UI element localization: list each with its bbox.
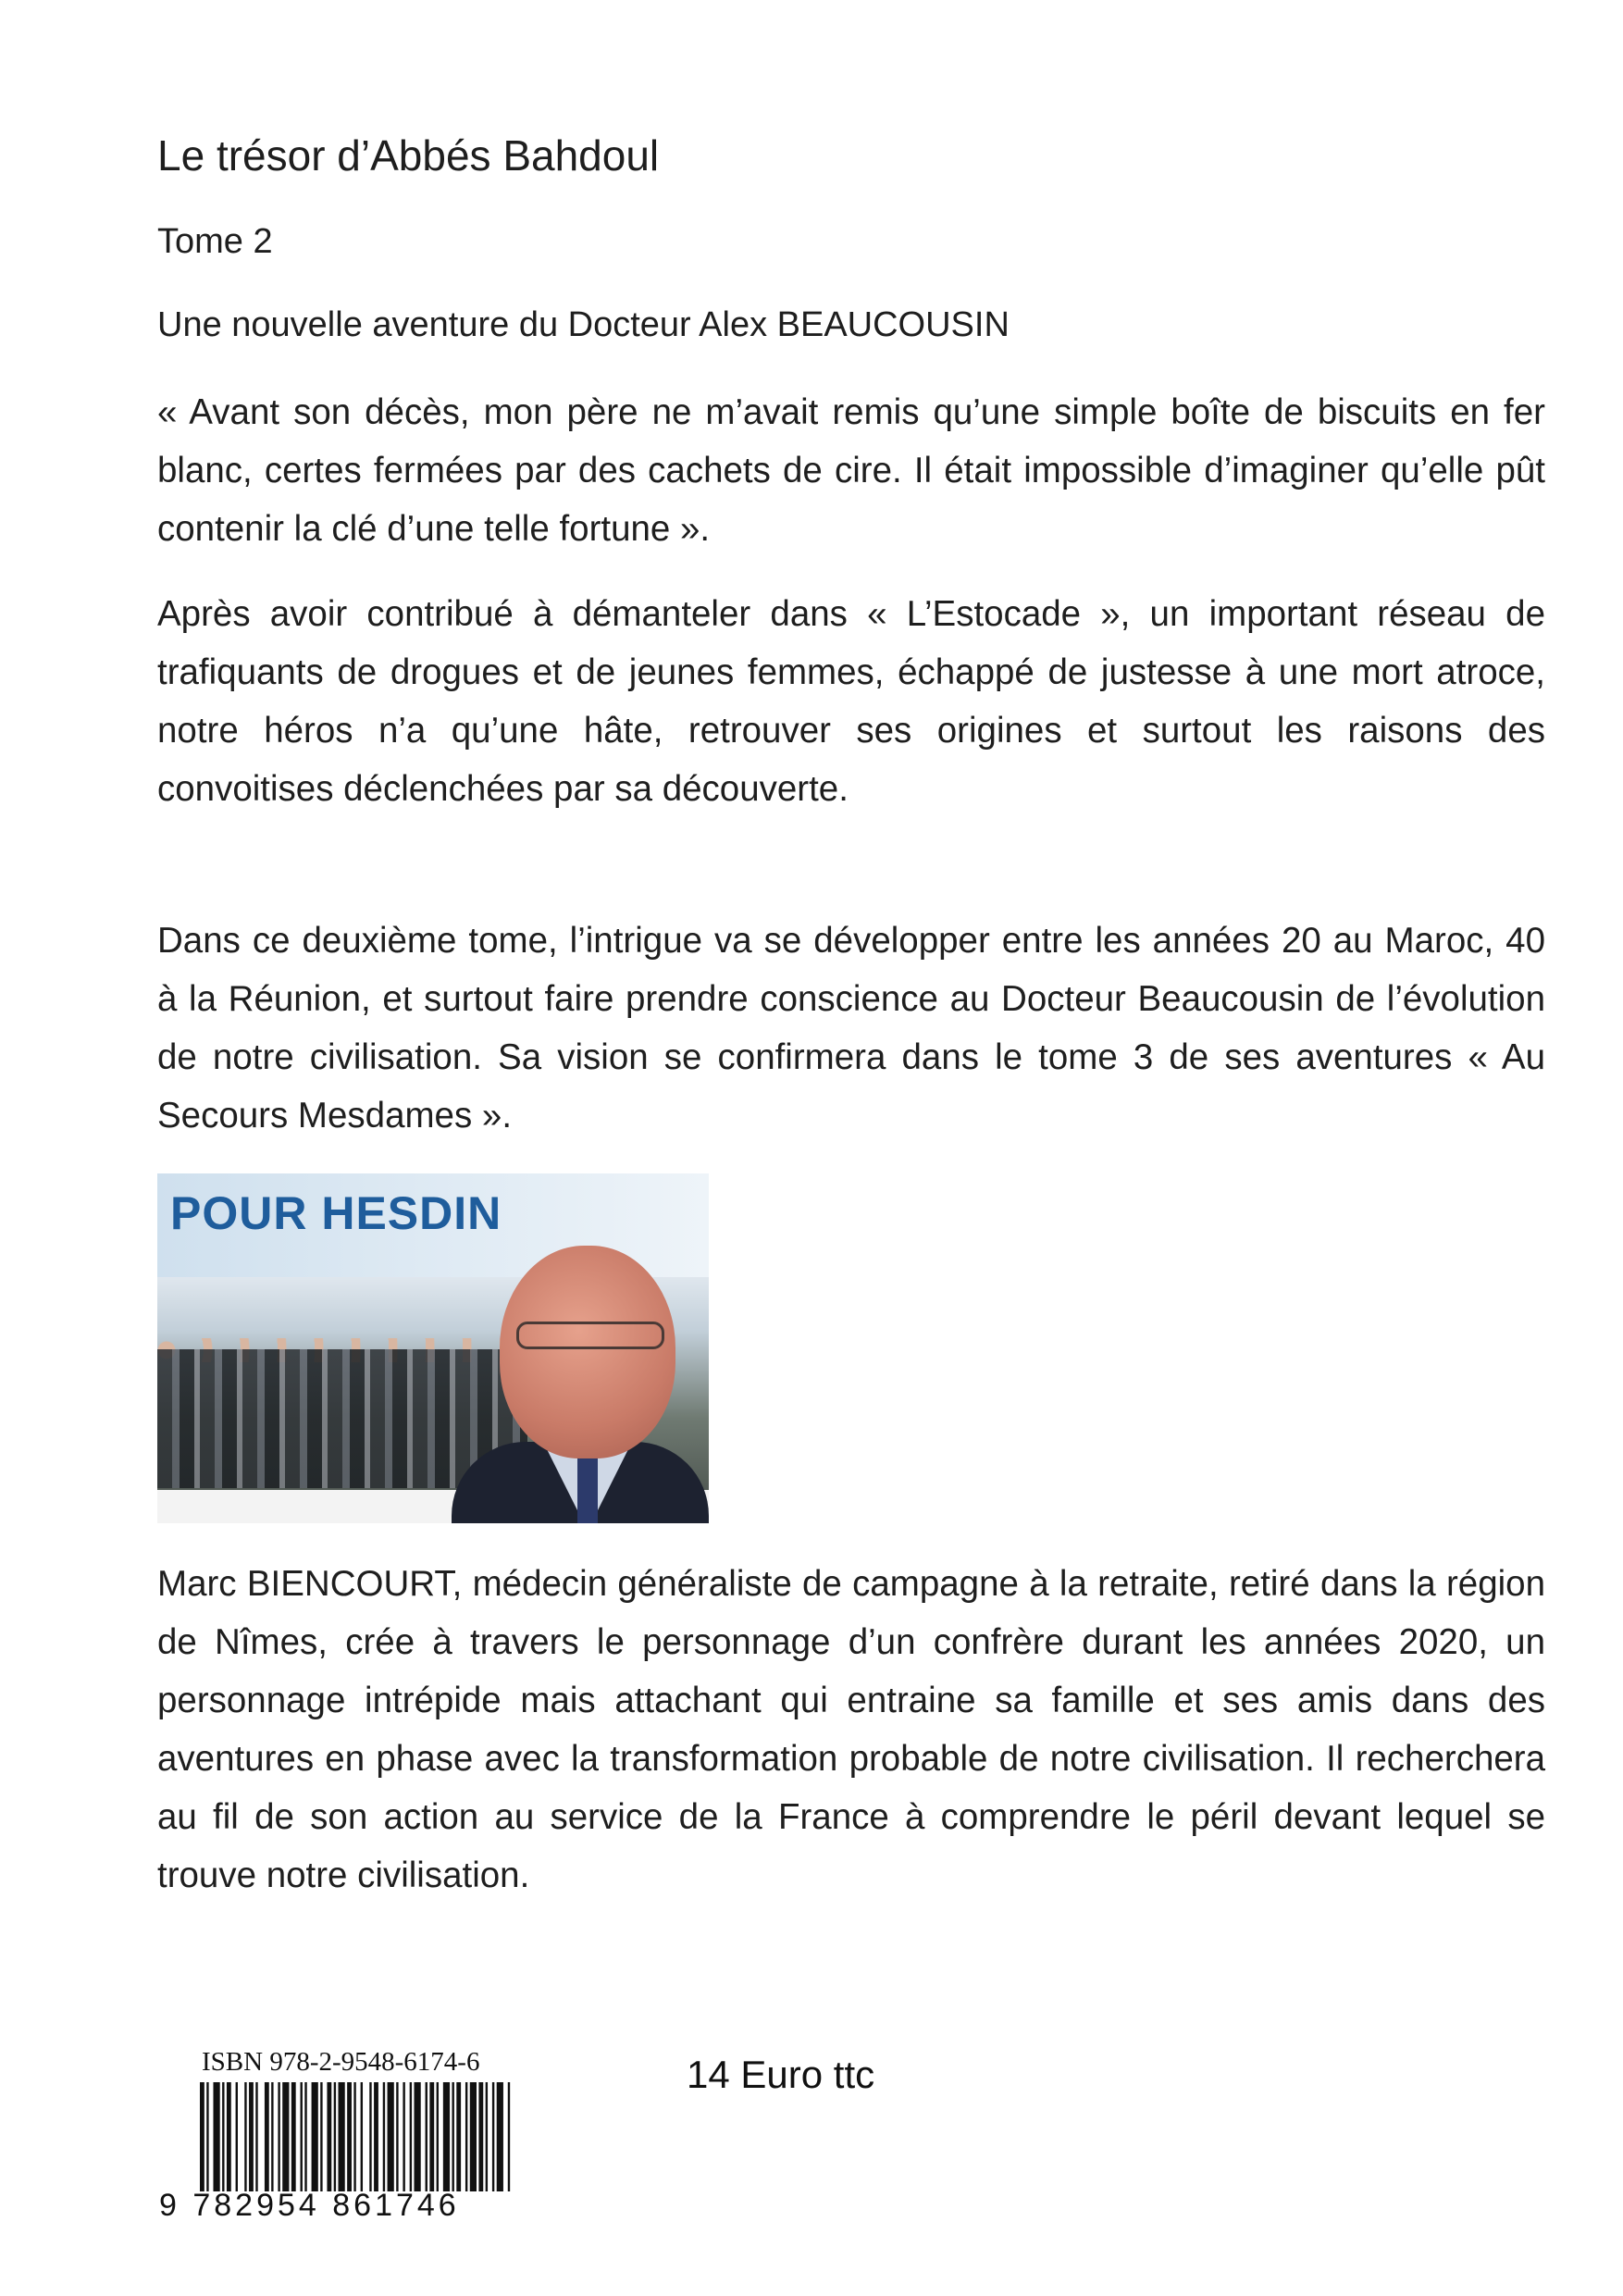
barcode-bar <box>443 2082 450 2191</box>
barcode-bar <box>320 2082 322 2191</box>
barcode-bar <box>227 2082 231 2191</box>
barcode-bar <box>213 2082 219 2191</box>
barcode-bar <box>492 2082 494 2191</box>
photo-author-glasses <box>516 1322 664 1349</box>
barcode-bar <box>327 2082 331 2191</box>
barcode-bar <box>452 2082 453 2191</box>
isbn-label: ISBN 978-2-9548-6174-6 <box>202 2047 480 2077</box>
barcode-bar <box>396 2082 398 2191</box>
barcode-bar <box>470 2082 477 2191</box>
summary-paragraph: Après avoir contribué à démanteler dans « L’Estocade », un important réseau de trafiquants de drogues et de jeunes femmes, échappé de justesse à une mort atroce, notre héros n’a qu’une hâte, retrouver ses origines et surtout les raisons des convoitises déclenchées par sa découverte. <box>157 594 1545 809</box>
barcode-bar <box>301 2082 303 2191</box>
barcode-bar <box>278 2082 279 2191</box>
barcode-bar <box>369 2082 371 2191</box>
barcode-bar <box>456 2082 461 2191</box>
barcode <box>200 2082 514 2191</box>
barcode-bar <box>249 2082 254 2191</box>
barcode-bar <box>497 2082 503 2191</box>
barcode-bar <box>222 2082 224 2191</box>
photo-banner-text: POUR HESDIN <box>170 1187 502 1239</box>
barcode-bar <box>206 2082 208 2191</box>
barcode-bar <box>334 2082 336 2191</box>
barcode-bar <box>508 2082 510 2191</box>
barcode-bar <box>291 2082 296 2191</box>
book-subtitle: Une nouvelle aventure du Docteur Alex BEAUCOUSIN <box>157 305 1010 344</box>
barcode-bar <box>347 2082 352 2191</box>
price-label: 14 Euro ttc <box>687 2053 875 2096</box>
barcode-bar <box>339 2082 345 2191</box>
intrigue-paragraph: Dans ce deuxième tome, l’intrigue va se développer entre les années 20 au Maroc, 40 à la Réunion, et surtout faire prendre conscience au Docteur Beaucousin de l’évolution de notre civilisation. Sa vision se confirmera dans le tome 3 de ses aventures « Au Secours Mesdames ». <box>157 921 1545 1136</box>
barcode-digits: 9 782954 861746 <box>159 2188 460 2223</box>
barcode-bar <box>403 2082 404 2191</box>
barcode-bar <box>478 2082 483 2191</box>
barcode-bar <box>361 2082 363 2191</box>
barcode-bar <box>304 2082 306 2191</box>
barcode-bar <box>271 2082 273 2191</box>
book-tome: Tome 2 <box>157 222 273 261</box>
quote-paragraph: « Avant son décès, mon père ne m’avait remis qu’une simple boîte de biscuits en fer blanc, certes fermées par des cachets de cire. Il était impossible d’imaginer qu’elle pût contenir la clé d’une telle fortune ». <box>157 392 1545 549</box>
barcode-bar <box>429 2082 434 2191</box>
barcode-bar <box>374 2082 378 2191</box>
photo-author-tie <box>577 1455 598 1523</box>
barcode-bar <box>437 2082 439 2191</box>
barcode-bar <box>383 2082 385 2191</box>
barcode-bar <box>255 2082 257 2191</box>
barcode-bar <box>410 2082 412 2191</box>
barcode-bar <box>353 2082 355 2191</box>
isbn-barcode-block <box>159 2047 539 2232</box>
barcode-bar <box>200 2082 204 2191</box>
barcode-bar <box>312 2082 318 2191</box>
barcode-bar <box>414 2082 420 2191</box>
barcode-bar <box>465 2082 467 2191</box>
barcode-bar <box>236 2082 238 2191</box>
barcode-bar <box>486 2082 488 2191</box>
barcode-bar <box>388 2082 394 2191</box>
book-title: Le trésor d’Abbés Bahdoul <box>157 131 660 180</box>
author-bio-paragraph: Marc BIENCOURT, médecin généraliste de campagne à la retraite, retiré dans la région de Nîmes, crée à travers le personnage d’un confrère durant les années 2020, un personnage intrépide mais attachant qui entraine sa famille et ses amis dans des aventures en phase avec la transformation probable de notre civilisation. Il recherchera au fil de son action au service de la France à comprendre le péril devant lequel se trouve notre civilisation. <box>157 1564 1545 1895</box>
barcode-bar <box>265 2082 269 2191</box>
barcode-bar <box>282 2082 289 2191</box>
author-photo <box>157 1173 709 1523</box>
barcode-bar <box>426 2082 427 2191</box>
photo-author-head <box>500 1246 675 1458</box>
barcode-bar <box>244 2082 246 2191</box>
